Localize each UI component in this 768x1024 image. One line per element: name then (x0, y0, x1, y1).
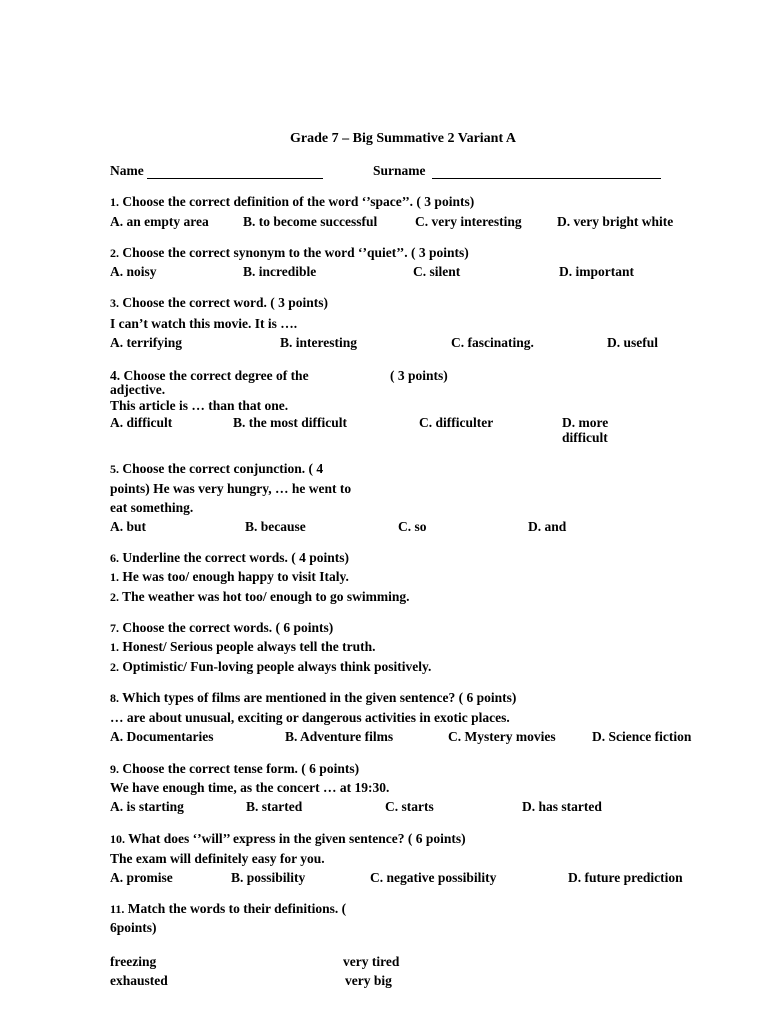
question-text: Choose the correct words. ( 6 points) (119, 620, 334, 635)
question-text: What does ‘’will’’ express in the given sentence? ( 6 points) (125, 831, 466, 846)
q3-option-d: D. useful (607, 335, 659, 350)
q9-option-b: B. started (246, 799, 303, 814)
question-text: Choose the correct tense form. ( 6 points) (119, 761, 360, 776)
q4-option-c: C. difficulter (419, 415, 494, 430)
item-number: 2. (110, 590, 119, 604)
q2-option-a: A. noisy (110, 264, 157, 279)
q6-item-1 (110, 569, 349, 585)
question-number: 3. (110, 296, 119, 310)
page-title: Grade 7 – Big Summative 2 Variant A (290, 131, 516, 146)
q5-option-b: B. because (245, 519, 306, 534)
question-text: Underline the correct words. ( 4 points) (119, 550, 349, 565)
question-number: 2. (110, 246, 119, 260)
q4-option-a: A. difficult (110, 415, 173, 430)
question-text: Choose the correct conjunction. ( 4 (119, 461, 324, 476)
question-7 (110, 620, 333, 636)
item-text: He was too/ enough happy to visit Italy. (119, 569, 349, 584)
q1-option-a: A. an empty area (110, 214, 209, 229)
question-4-line-2: adjective. (110, 382, 166, 397)
question-number: 8. (110, 691, 119, 705)
q10-option-b: B. possibility (231, 870, 306, 885)
question-number: 11. (110, 902, 125, 916)
item-number: 2. (110, 660, 119, 674)
q9-option-d: D. has started (522, 799, 602, 814)
question-5-line-2: points) He was very hungry, … he went to (110, 481, 352, 496)
question-2 (110, 245, 469, 261)
question-text: Choose the correct definition of the word ‘’space’’. ( 3 points) (119, 194, 475, 209)
q11-word-2: exhausted (110, 973, 168, 988)
question-number: 5. (110, 462, 119, 476)
question-number: 9. (110, 762, 119, 776)
q4-sentence: This article is … than that one. (110, 398, 289, 413)
q6-item-2 (110, 589, 410, 605)
q8-option-c: C. Mystery movies (448, 729, 556, 744)
q10-sentence: The exam will definitely easy for you. (110, 851, 325, 866)
q3-option-b: B. interesting (280, 335, 357, 350)
q11-definition-2: very big (345, 973, 392, 988)
q9-option-a: A. is starting (110, 799, 184, 814)
surname-field-line[interactable] (432, 178, 661, 179)
q1-option-c: C. very interesting (415, 214, 522, 229)
question-9 (110, 761, 359, 777)
q3-sentence: I can’t watch this movie. It is …. (110, 316, 298, 331)
question-5-line-1 (110, 461, 323, 477)
q3-option-c: C. fascinating. (451, 335, 534, 350)
name-field-line[interactable] (147, 178, 323, 179)
q5-option-a: A. but (110, 519, 147, 534)
q4-option-d-cont: difficult (562, 430, 608, 445)
question-text: Match the words to their definitions. ( (124, 901, 347, 916)
question-number: 6. (110, 551, 119, 565)
q8-option-b: B. Adventure films (285, 729, 394, 744)
question-number: 10. (110, 832, 125, 846)
q8-option-a: A. Documentaries (110, 729, 214, 744)
q10-option-a: A. promise (110, 870, 173, 885)
question-6 (110, 550, 349, 566)
question-11-line-1 (110, 901, 346, 917)
question-text: Choose the correct synonym to the word ‘’quiet’’. ( 3 points) (119, 245, 469, 260)
q9-sentence: We have enough time, as the concert … at 19:30. (110, 780, 390, 795)
question-number: 7. (110, 621, 119, 635)
item-text: Optimistic/ Fun-loving people always think positively. (119, 659, 432, 674)
q2-option-c: C. silent (413, 264, 461, 279)
q1-option-b: B. to become successful (243, 214, 378, 229)
question-10 (110, 831, 466, 847)
item-number: 1. (110, 640, 119, 654)
item-text: The weather was hot too/ enough to go swimming. (119, 589, 410, 604)
q7-item-1 (110, 639, 376, 655)
q3-option-a: A. terrifying (110, 335, 182, 350)
q5-option-c: C. so (398, 519, 427, 534)
q2-option-d: D. important (559, 264, 634, 279)
question-text: Choose the correct word. ( 3 points) (119, 295, 328, 310)
question-4-points: ( 3 points) (390, 368, 448, 383)
q9-option-c: C. starts (385, 799, 434, 814)
q10-option-d: D. future prediction (568, 870, 683, 885)
q7-item-2 (110, 659, 431, 675)
question-8 (110, 690, 516, 706)
question-5-line-3: eat something. (110, 500, 194, 515)
item-text: Honest/ Serious people always tell the truth. (119, 639, 376, 654)
q4-option-d: D. more (562, 415, 609, 430)
q8-sentence: … are about unusual, exciting or dangerous activities in exotic places. (110, 710, 510, 725)
q4-option-b: B. the most difficult (233, 415, 347, 430)
q2-option-b: B. incredible (243, 264, 317, 279)
question-11-line-2: 6points) (110, 920, 157, 935)
q1-option-d: D. very bright white (557, 214, 674, 229)
name-label: Name (110, 163, 144, 178)
q5-option-d: D. and (528, 519, 567, 534)
question-1 (110, 194, 474, 210)
surname-label: Surname (373, 163, 426, 178)
item-number: 1. (110, 570, 119, 584)
question-4-line-1: 4. Choose the correct degree of the (110, 368, 309, 383)
question-number: 1. (110, 195, 119, 209)
q11-definition-1: very tired (343, 954, 400, 969)
question-3 (110, 295, 328, 311)
question-text: Which types of films are mentioned in the given sentence? ( 6 points) (119, 690, 517, 705)
q11-word-1: freezing (110, 954, 157, 969)
q8-option-d: D. Science fiction (592, 729, 692, 744)
q10-option-c: C. negative possibility (370, 870, 497, 885)
